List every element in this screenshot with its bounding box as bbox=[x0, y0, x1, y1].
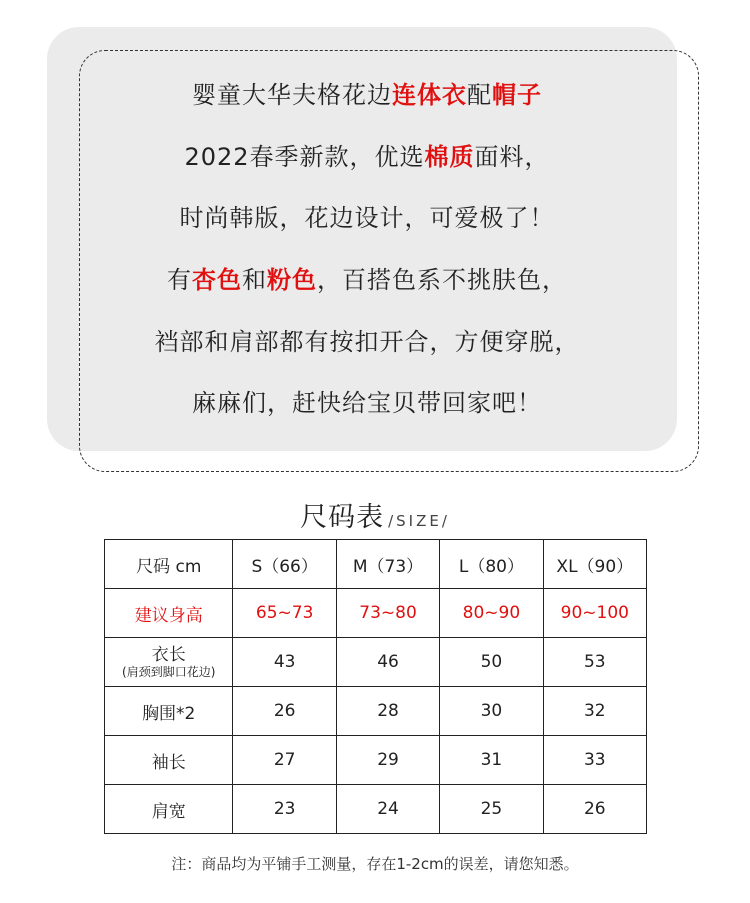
highlight-cotton: 棉质 bbox=[424, 143, 475, 171]
table-cell: 27 bbox=[233, 736, 336, 785]
intro-text-segment: 婴童大华夫格花边 bbox=[192, 81, 392, 109]
table-cell: 80~90 bbox=[440, 589, 543, 638]
highlight-pink: 粉色 bbox=[267, 266, 317, 294]
table-cell: 25 bbox=[440, 785, 543, 834]
table-cell: 29 bbox=[336, 736, 439, 785]
intro-line-6: 麻麻们，赶快给宝贝带回家吧！ bbox=[192, 389, 542, 417]
table-cell: 31 bbox=[440, 736, 543, 785]
intro-text-segment: 和 bbox=[242, 266, 267, 294]
table-cell: 43 bbox=[233, 638, 336, 687]
table-cell: 23 bbox=[233, 785, 336, 834]
table-row bbox=[105, 638, 647, 687]
table-cell: 32 bbox=[543, 687, 646, 736]
intro-line-3: 时尚韩版，花边设计，可爱极了！ bbox=[179, 204, 555, 232]
highlight-hat: 帽子 bbox=[492, 81, 542, 109]
measurement-note: 注：商品均为平铺手工测量，存在1-2cm的误差，请您知悉。 bbox=[171, 855, 579, 873]
size-table bbox=[104, 539, 647, 834]
header-cell: M（73） bbox=[336, 540, 439, 589]
row-label: 胸围*2 bbox=[105, 687, 233, 736]
table-cell: 26 bbox=[233, 687, 336, 736]
header-cell: S（66） bbox=[233, 540, 336, 589]
table-row bbox=[105, 687, 647, 736]
table-cell: 90~100 bbox=[543, 589, 646, 638]
size-title-zh: 尺码表 bbox=[300, 502, 385, 533]
intro-text-segment: 配 bbox=[467, 81, 492, 109]
intro-line-4 bbox=[47, 265, 687, 295]
table-cell: 53 bbox=[543, 638, 646, 687]
intro-line-5: 裆部和肩部都有按扣开合，方便穿脱， bbox=[154, 328, 580, 356]
header-cell: L（80） bbox=[440, 540, 543, 589]
header-cell: XL（90） bbox=[543, 540, 646, 589]
row-label bbox=[105, 638, 233, 687]
row-label-sub: (肩颈到脚口花边) bbox=[122, 665, 216, 679]
intro-line-2 bbox=[47, 142, 687, 172]
header-cell: 尺码 cm bbox=[105, 540, 233, 589]
table-cell: 73~80 bbox=[336, 589, 439, 638]
highlight-apricot: 杏色 bbox=[192, 266, 242, 294]
row-label: 肩宽 bbox=[105, 785, 233, 834]
intro-text-segment: 有 bbox=[167, 266, 192, 294]
table-cell: 33 bbox=[543, 736, 646, 785]
table-row bbox=[105, 785, 647, 834]
intro-text-segment: 面料， bbox=[474, 143, 550, 171]
row-label: 袖长 bbox=[105, 736, 233, 785]
highlight-onesie: 连体衣 bbox=[392, 81, 467, 109]
intro-text-segment: ，百搭色系不挑肤色， bbox=[317, 266, 567, 294]
table-cell: 65~73 bbox=[233, 589, 336, 638]
table-row bbox=[105, 736, 647, 785]
size-chart-title bbox=[0, 495, 750, 534]
table-cell: 30 bbox=[440, 687, 543, 736]
intro-line-1 bbox=[47, 80, 687, 110]
row-label: 建议身高 bbox=[105, 589, 233, 638]
table-row bbox=[105, 589, 647, 638]
intro-text-segment: 2022春季新款，优选 bbox=[184, 143, 425, 171]
table-cell: 50 bbox=[440, 638, 543, 687]
table-cell: 26 bbox=[543, 785, 646, 834]
row-label-main: 衣长 bbox=[151, 645, 186, 665]
table-cell: 24 bbox=[336, 785, 439, 834]
table-cell: 28 bbox=[336, 687, 439, 736]
table-header-row bbox=[105, 540, 647, 589]
size-title-en: /SIZE/ bbox=[388, 512, 450, 530]
intro-text bbox=[47, 27, 687, 451]
table-cell: 46 bbox=[336, 638, 439, 687]
